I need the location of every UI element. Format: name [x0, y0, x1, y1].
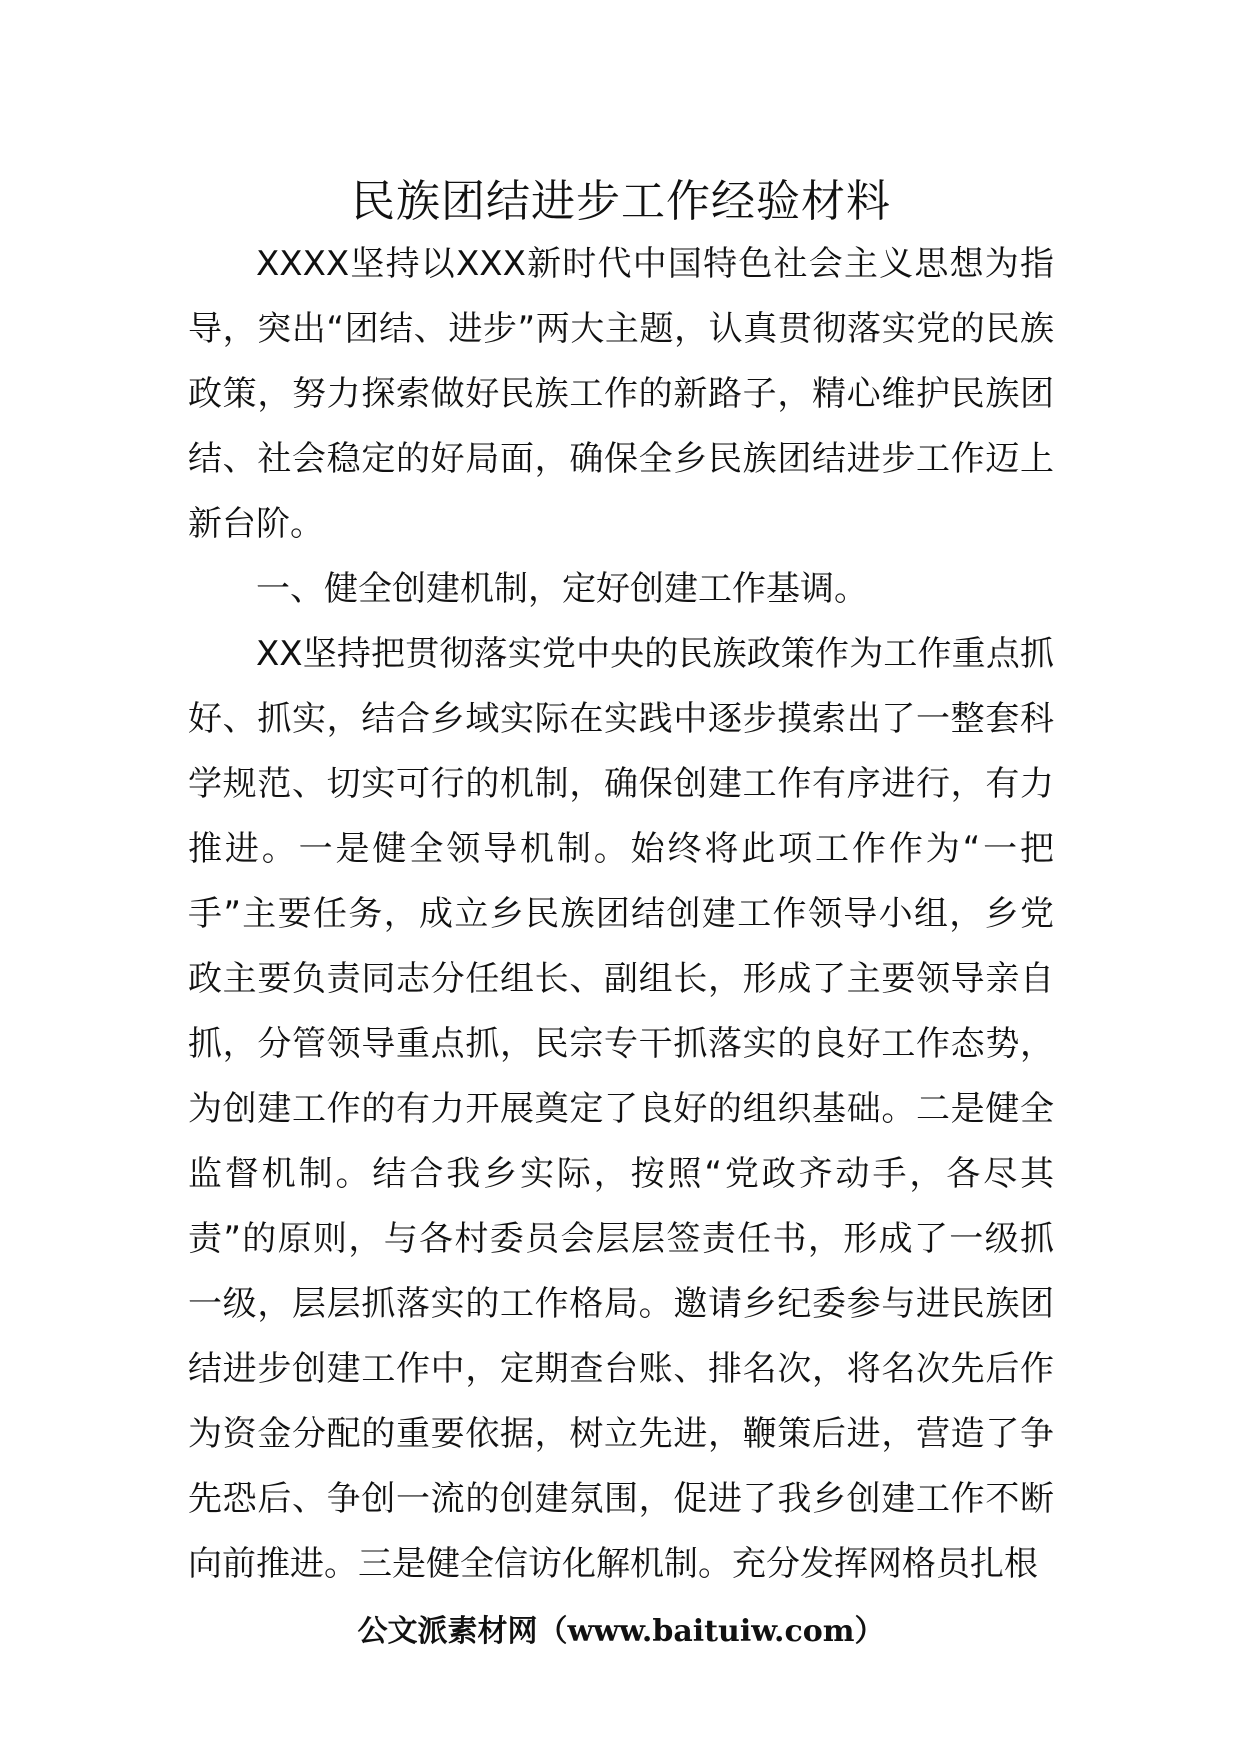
- footer-watermark: 公文派素材网（www.baituiw.com）: [357, 1614, 885, 1649]
- intro-paragraph: XXXX坚持以XXX新时代中国特色社会主义思想为指导，突出“团结、进步”两大主题，认真贯彻落实党的民族政策，努力探索做好民族工作的新路子，精心维护民族团结、社会稳定的好局面，确保全乡民族团结进步工作迈上新台阶。: [188, 244, 1054, 544]
- section-heading: 一、健全创建机制，定好创建工作基调。: [256, 569, 868, 609]
- document-body: [188, 232, 1054, 1597]
- document-title: 民族团结进步工作经验材料: [351, 176, 891, 227]
- section-paragraph: XX坚持把贯彻落实党中央的民族政策作为工作重点抓好、抓实，结合乡域实际在实践中逐步摸索出了一整套科学规范、切实可行的机制，确保创建工作有序进行，有力推进。一是健全领导机制。始终将此项工作作为“一把手”主要任务，成立乡民族团结创建工作领导小组，乡党政主要负责同志分任组长、副组长，形成了主要领导亲自抓，分管领导重点抓，民宗专干抓落实的良好工作态势，为创建工作的有力开展奠定了良好的组织基础。二是健全监督机制。结合我乡实际，按照“党政齐动手，各尽其责”的原则，与各村委员会层层签责任书，形成了一级抓一级，层层抓落实的工作格局。邀请乡纪委参与进民族团结进步创建工作中，定期查台账、排名次，将名次先后作为资金分配的重要依据，树立先进，鞭策后进，营造了争先恐后、争创一流的创建氛围，促进了我乡创建工作不断向前推进。三是健全信访化解机制。充分发挥网格员扎根: [188, 634, 1054, 1584]
